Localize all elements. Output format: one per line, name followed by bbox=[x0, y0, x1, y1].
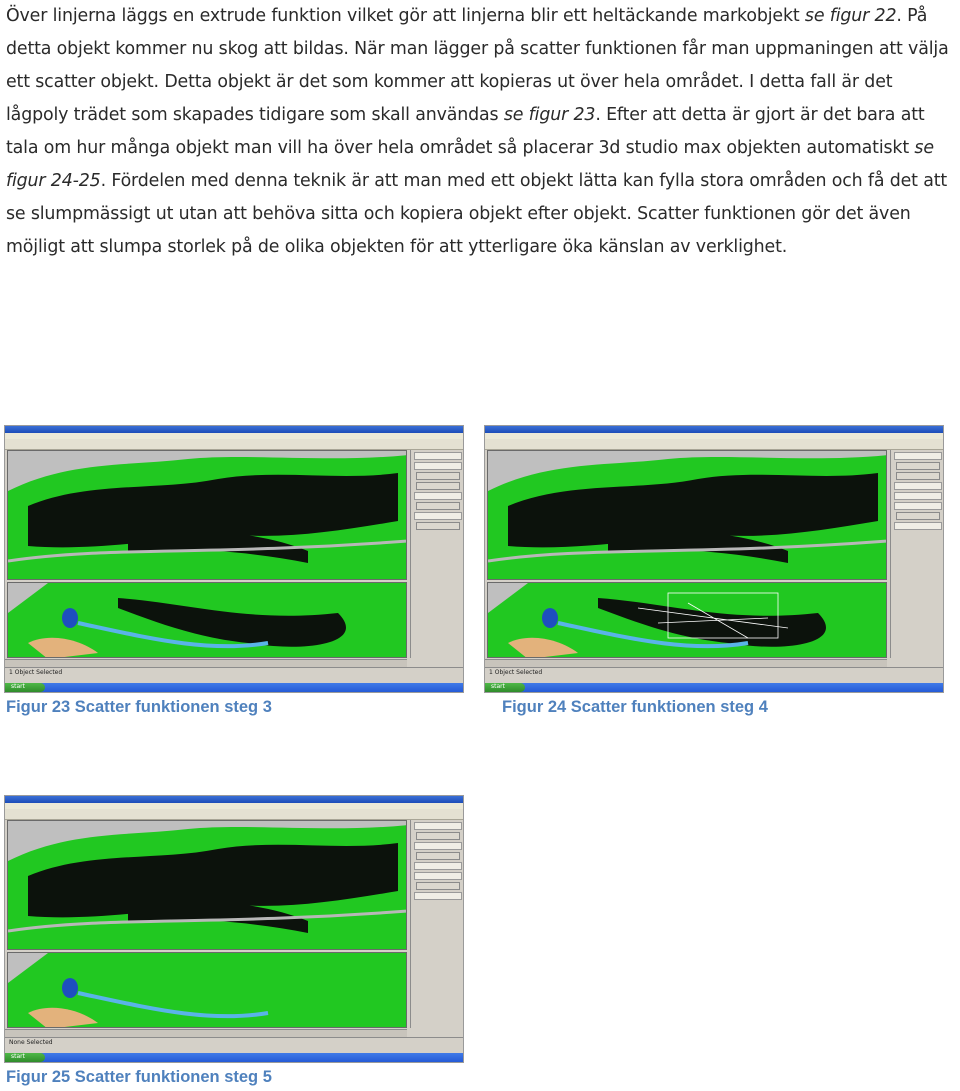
start-button[interactable] bbox=[485, 683, 525, 692]
paragraph-text: . Efter att detta är gjort är det bara att tala om hur många objekt man vill ha över hela området så placerar 3d studio max objekten automatiskt bbox=[6, 105, 925, 158]
figure-reference: se figur 22 bbox=[804, 6, 897, 26]
status-text: 1 Object Selected bbox=[489, 669, 543, 676]
command-panel[interactable] bbox=[410, 820, 464, 1028]
main-toolbar bbox=[485, 439, 943, 450]
command-panel[interactable] bbox=[410, 450, 464, 658]
terrain-render-top bbox=[8, 451, 407, 580]
terrain-render-top bbox=[8, 821, 407, 950]
figure-23-caption: Figur 23 Scatter funktionen steg 3 bbox=[6, 698, 272, 716]
paragraph-text: . Fördelen med denna teknik är att man med ett objekt lätta kan fylla stora områden och få det att se slumpmässigt ut utan att behöva sitta och kopiera objekt efter objekt. Scatter funktionen gör det även möjligt att slumpa storlek på de olika objekten för att ytterligare öka känslan av verklighet. bbox=[6, 171, 948, 257]
main-toolbar bbox=[5, 809, 463, 820]
start-label: start bbox=[11, 683, 25, 690]
terrain-render-bottom bbox=[488, 583, 887, 658]
viewport-perspective bbox=[7, 582, 407, 658]
status-bar bbox=[485, 667, 943, 682]
start-button[interactable] bbox=[5, 1053, 45, 1062]
body-paragraph bbox=[6, 0, 956, 264]
status-text: 1 Object Selected bbox=[9, 669, 63, 676]
window-titlebar bbox=[5, 426, 463, 433]
figure-24-caption: Figur 24 Scatter funktionen steg 4 bbox=[502, 698, 768, 716]
terrain-render-top bbox=[488, 451, 887, 580]
start-button[interactable] bbox=[5, 683, 45, 692]
command-panel[interactable] bbox=[890, 450, 944, 658]
paragraph-text: . På detta objekt kommer nu skog att bildas. När man lägger på scatter funktionen får man uppmaningen att välja ett scatter objekt. Detta objekt är det som kommer att kopieras ut över hela området. I detta fall är det lågpoly trädet som skapades tidigare som skall användas bbox=[6, 6, 949, 125]
viewport-perspective bbox=[487, 582, 887, 658]
figure-reference: se figur 23 bbox=[503, 105, 596, 125]
status-text: None Selected bbox=[9, 1039, 53, 1046]
windows-taskbar bbox=[485, 683, 943, 692]
viewport-top bbox=[7, 450, 407, 580]
start-label: start bbox=[491, 683, 505, 690]
viewport-top bbox=[487, 450, 887, 580]
start-label: start bbox=[11, 1053, 25, 1060]
figure-reference: se figur 24-25 bbox=[6, 138, 934, 191]
figure-25-caption: Figur 25 Scatter funktionen steg 5 bbox=[6, 1068, 272, 1086]
terrain-render-bottom bbox=[8, 583, 407, 658]
main-toolbar bbox=[5, 439, 463, 450]
windows-taskbar bbox=[5, 1053, 463, 1062]
figure-23-screenshot bbox=[4, 425, 464, 693]
window-titlebar bbox=[485, 426, 943, 433]
viewport-perspective bbox=[7, 952, 407, 1028]
viewport-top bbox=[7, 820, 407, 950]
windows-taskbar bbox=[5, 683, 463, 692]
paragraph-text: Över linjerna läggs en extrude funktion vilket gör att linjerna blir ett heltäckande markobjekt bbox=[6, 6, 805, 26]
figure-25-screenshot bbox=[4, 795, 464, 1063]
status-bar bbox=[5, 667, 463, 682]
window-titlebar bbox=[5, 796, 463, 803]
figure-24-screenshot bbox=[484, 425, 944, 693]
terrain-render-bottom bbox=[8, 953, 407, 1028]
status-bar bbox=[5, 1037, 463, 1052]
